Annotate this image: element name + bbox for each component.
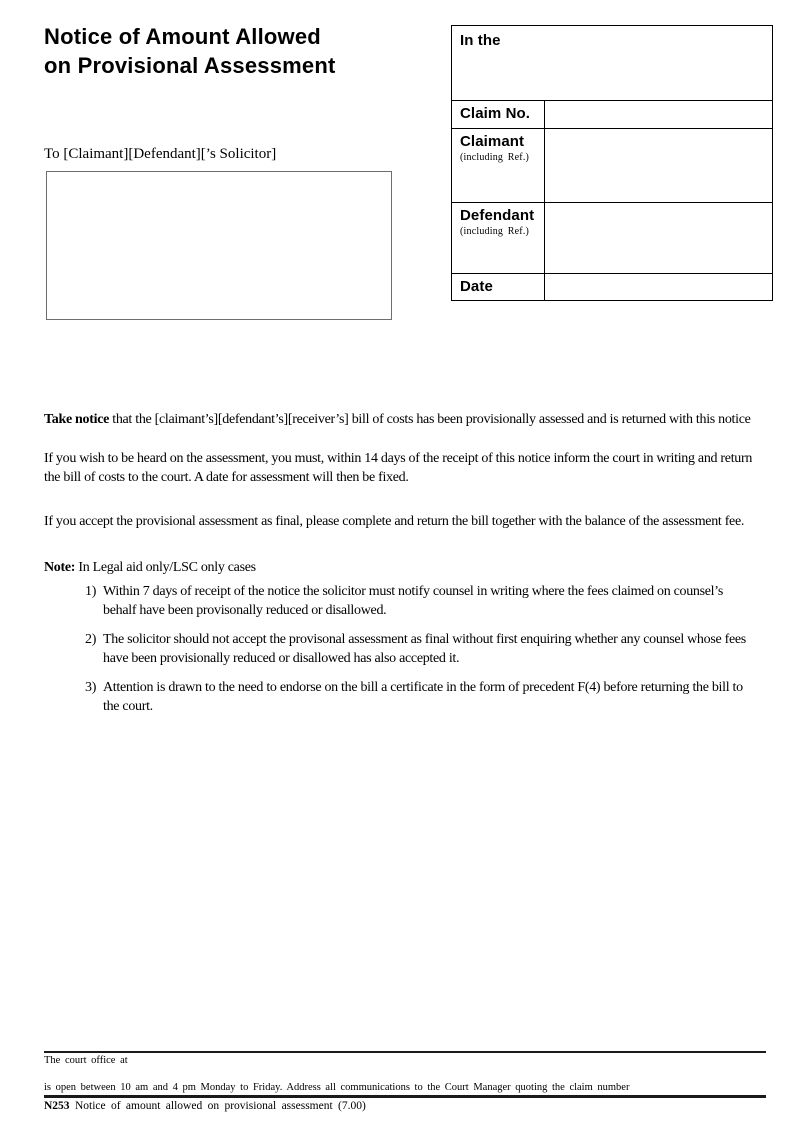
date-label-cell bbox=[452, 274, 545, 300]
form-code: N253 bbox=[44, 1100, 70, 1112]
defendant-row bbox=[452, 202, 772, 273]
claimant-row bbox=[452, 128, 772, 202]
court-office-fill-in[interactable] bbox=[44, 1067, 744, 1080]
in-the-label: In the bbox=[460, 32, 501, 49]
note-bold: Note: bbox=[44, 560, 76, 575]
footer-top-rule bbox=[44, 1051, 766, 1053]
notice-body bbox=[44, 410, 758, 726]
date-value[interactable] bbox=[545, 274, 772, 300]
claim-no-label: Claim No. bbox=[460, 105, 531, 122]
note-list bbox=[44, 582, 758, 716]
note-item-1 bbox=[44, 582, 758, 620]
claimant-label: Claimant bbox=[460, 133, 525, 150]
defendant-label: Defendant bbox=[460, 207, 535, 224]
note-item-3 bbox=[44, 678, 758, 716]
form-title bbox=[44, 22, 336, 80]
note-item-1-number: 1) bbox=[85, 584, 97, 599]
take-notice-bold: Take notice bbox=[44, 412, 110, 427]
court-office-hours-line: is open between 10 am and 4 pm Monday to Friday. Address all communications to the Court Manager quoting the claim number bbox=[44, 1082, 630, 1093]
case-details-table bbox=[451, 25, 773, 301]
form-code-title: Notice of amount allowed on provisional assessment (7.00) bbox=[69, 1100, 366, 1112]
claimant-ref-note: (including Ref.) bbox=[460, 152, 530, 163]
note-line bbox=[44, 558, 758, 577]
date-row bbox=[452, 273, 772, 300]
defendant-value[interactable] bbox=[545, 203, 772, 273]
claim-no-value[interactable] bbox=[545, 101, 772, 128]
note-item-2-text: The solicitor should not accept the provisonal assessment as final without first enquiring whether any counsel whose fees have been provisionally reduced or disallowed has also accepted it. bbox=[103, 632, 746, 666]
take-notice-text: that the [claimant’s][defendant’s][receiver’s] bill of costs has been provisionally assessed and is returned with this notice bbox=[109, 412, 751, 427]
note-item-2-number: 2) bbox=[85, 632, 97, 647]
accept-assessment-paragraph: If you accept the provisional assessment as final, please complete and return the bill together with the balance of the assessment fee. bbox=[44, 514, 745, 529]
note-item-2 bbox=[44, 630, 758, 668]
in-the-cell[interactable] bbox=[452, 26, 772, 100]
defendant-ref-note: (including Ref.) bbox=[460, 226, 530, 237]
heard-on-assessment-paragraph: If you wish to be heard on the assessment, you must, within 14 days of the receipt of this notice inform the court in writing and return the bill of costs to the court. A date for assessment will then be fixed. bbox=[44, 451, 753, 485]
court-office-label: The court office at bbox=[44, 1055, 128, 1066]
claim-no-row bbox=[452, 100, 772, 128]
footer-bottom-rule bbox=[44, 1095, 766, 1098]
claimant-value[interactable] bbox=[545, 129, 772, 202]
recipient-to-label: To [Claimant][Defendant][’s Solicitor] bbox=[44, 146, 277, 162]
note-text: In Legal aid only/LSC only cases bbox=[75, 560, 256, 575]
form-code-line bbox=[44, 1100, 366, 1112]
note-item-1-text: Within 7 days of receipt of the notice the solicitor must notify counsel in writing where the fees claimed on counsel’s behalf have been provisonally reduced or disallowed. bbox=[103, 584, 724, 618]
claimant-label-cell bbox=[452, 129, 545, 202]
in-the-row bbox=[452, 26, 772, 100]
form-title-line2: on Provisional Assessment bbox=[44, 53, 336, 78]
note-item-3-text: Attention is drawn to the need to endorse on the bill a certificate in the form of precedent F(4) before returning the bill to the court. bbox=[103, 680, 743, 714]
take-notice-paragraph bbox=[44, 410, 758, 429]
date-label: Date bbox=[460, 278, 493, 295]
claim-no-label-cell bbox=[452, 101, 545, 128]
form-title-line1: Notice of Amount Allowed bbox=[44, 24, 321, 49]
recipient-address-box[interactable] bbox=[46, 171, 392, 320]
defendant-label-cell bbox=[452, 203, 545, 273]
note-item-3-number: 3) bbox=[85, 680, 97, 695]
